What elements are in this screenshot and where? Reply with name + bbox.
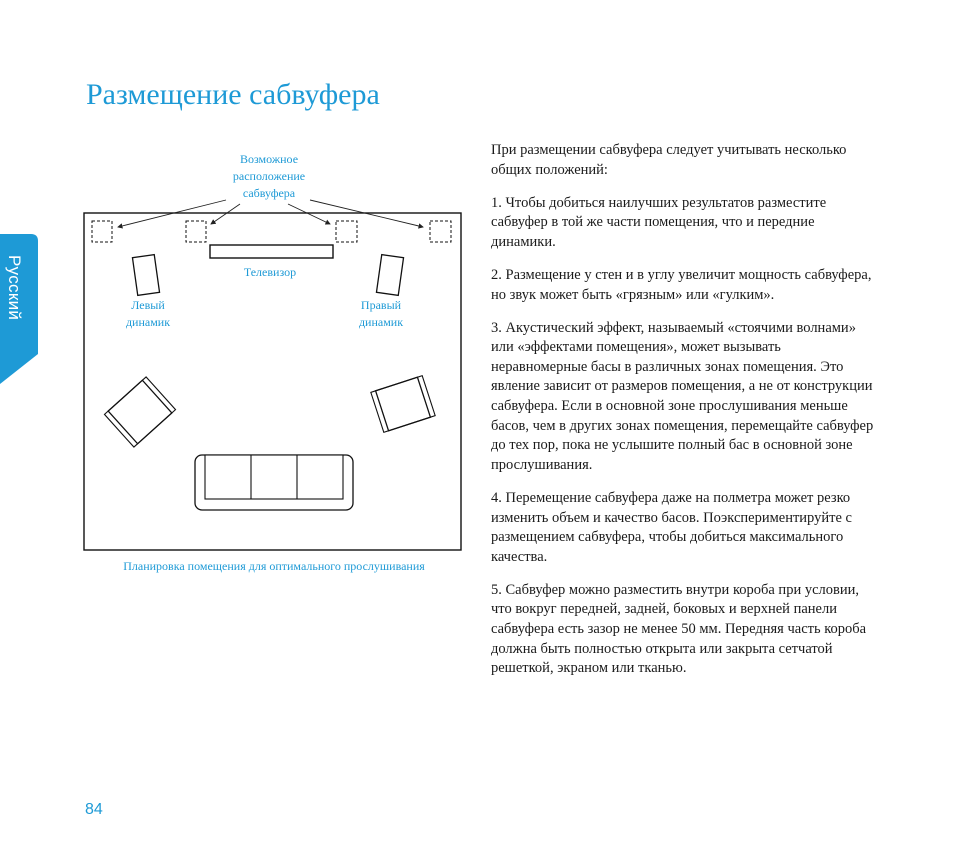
left-armchair-shape <box>104 377 175 447</box>
left-speaker-label <box>108 297 188 331</box>
diagram-caption: Планировка помещения для оптимального прослушивания <box>123 559 425 573</box>
subwoofer-location-label <box>214 151 324 202</box>
paragraph-3: 3. Акустический эффект, называемый «стоячими волнами» или «эффектами помещения», может вызывать неравномерные басы в различных зонах помещения. Это явление зависит от размеров помещения, а не от конструкции сабвуфера. Если в основной зоне прослушивания меньше басов, чем в других зонах помещения, перемещайте сабвуфер до тех пор, пока не услышите полный бас в основной зоне прослушивания. <box>491 319 874 473</box>
paragraph-2: 2. Размещение у стен и в углу увеличит мощность сабвуфера, но звук может быть «грязным» или «гулким». <box>491 266 872 303</box>
left-speaker-label-line-2: динамик <box>125 315 171 329</box>
sofa-shape <box>195 455 353 510</box>
paragraph-4: 4. Перемещение сабвуфера даже на полметра может резко изменить объем и качество басов. Поэкспериментируйте с размещением сабвуфера, чтобы добиться максимального качества. <box>491 489 852 565</box>
subwoofer-position-2 <box>186 221 206 242</box>
subwoofer-position-3 <box>336 221 357 242</box>
right-speaker-label-line-2: динамик <box>358 315 404 329</box>
subwoofer-label-line-3: сабвуфера <box>242 186 296 200</box>
paragraph-5: 5. Сабвуфер можно разместить внутри короба при условии, что вокруг передней, задней, боковых и верхней панели сабвуфера есть зазор не менее 50 мм. Передняя часть короба должна быть полностью открыта или закрыта сетчатой решеткой, экраном или тканью. <box>491 581 867 677</box>
left-speaker-label-line-1: Левый <box>131 298 165 312</box>
left-speaker-shape <box>132 255 159 296</box>
right-speaker-label-line-1: Правый <box>360 298 402 312</box>
right-speaker-label <box>341 297 421 331</box>
side-tab-label: Русский <box>5 255 24 321</box>
room-layout-drawing <box>0 140 480 590</box>
subwoofer-position-4 <box>430 221 451 242</box>
arrow-to-position-2 <box>211 204 240 224</box>
right-armchair-shape <box>371 376 435 433</box>
page-title: Размещение сабвуфера <box>86 78 380 111</box>
room-layout-diagram <box>0 140 480 590</box>
subwoofer-label-line-1: Возможное <box>239 152 299 166</box>
tv-label: Телевизор <box>243 265 297 279</box>
intro-paragraph: При размещении сабвуфера следует учитывать несколько общих положений: <box>491 142 847 178</box>
tv-shape <box>210 245 333 258</box>
paragraph-1: 1. Чтобы добиться наилучших результатов разместите сабвуфер в той же части помещения, что и передние динамики. <box>491 194 827 250</box>
page-number: 84 <box>85 801 103 818</box>
body-text <box>491 141 876 692</box>
arrow-to-position-3 <box>288 204 330 224</box>
subwoofer-position-1 <box>92 221 112 242</box>
subwoofer-label-line-2: расположение <box>232 169 306 183</box>
right-speaker-shape <box>376 255 403 296</box>
